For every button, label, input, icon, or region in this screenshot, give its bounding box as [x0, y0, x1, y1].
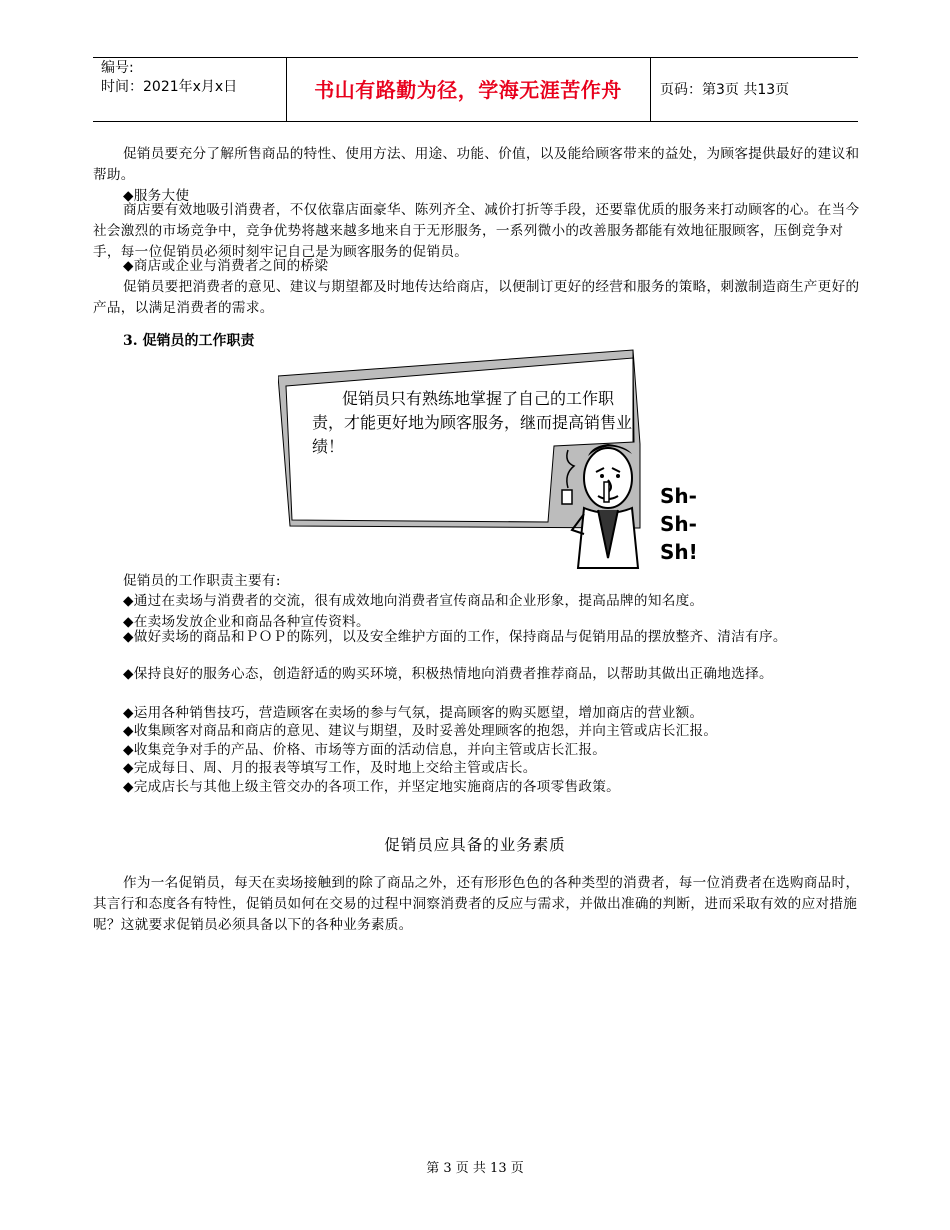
section-heading-duties: 3. 促销员的工作职责 — [123, 333, 255, 349]
list-item: ◆保持良好的服务心态，创造舒适的购买环境，积极热情地向消费者推荐商品，以帮助其做出正确地选择。 — [123, 666, 773, 682]
callout-text: 促销员只有熟练地掌握了自己的工作职责，才能更好地为顾客服务，继而提高销售业绩！ — [312, 389, 633, 456]
list-item: ◆收集顾客对商品和商店的意见、建议与期望，及时妥善处理顾客的抱怨，并向主管或店长汇报。 — [123, 723, 718, 739]
header-bottom-rule — [93, 121, 858, 122]
bullet-service-ambassador: ◆服务大使 — [123, 188, 190, 204]
list-item: ◆通过在卖场与消费者的交流，很有成效地向消费者宣传商品和企业形象，提高品牌的知名度。 — [123, 593, 704, 609]
list-item: ◆在卖场发放企业和商品各种宣传资料。 — [123, 614, 370, 630]
paragraph-service: 商店要有效地吸引消费者，不仅依靠店面豪华、陈列齐全、减价打折等手段，还要靠优质的服务来打动顾客的心。在当今社会激烈的市场竞争中，竞争优势将越来越多地来自于无形服务，一系列微小的改善服务都能有效地征服顾客，压倒竞争对手，每一位促销员必须时刻牢记自己是为顾客服务的促销员。 — [93, 202, 860, 260]
header-page-label: 页码：第3页 共13页 — [660, 82, 790, 98]
section-title-qualities: 促销员应具备的业务素质 — [384, 836, 566, 854]
footer-page-number: 第 3 页 共 13 页 — [426, 1161, 524, 1176]
header-motto: 书山有路勤为径，学海无涯苦作舟 — [314, 78, 622, 102]
header-time-label: 时间：2021年x月x日 — [101, 79, 238, 95]
list-item: ◆完成每日、周、月的报表等填写工作，及时地上交给主管或店长。 — [123, 760, 537, 776]
list-item: ◆收集竞争对手的产品、价格、市场等方面的活动信息，并向主管或店长汇报。 — [123, 742, 607, 758]
list-item: ◆完成店长与其他上级主管交办的各项工作，并坚定地实施商店的各项零售政策。 — [123, 779, 621, 795]
cartoon-caption: Sh-Sh-Sh! — [660, 484, 698, 564]
header-number-label: 编号: — [101, 60, 134, 76]
paragraph-product-knowledge: 促销员要充分了解所售商品的特性、使用方法、用途、功能、价值，以及能给顾客带来的益处，为顾客提供最好的建议和帮助。 — [93, 146, 860, 183]
list-item: ◆做好卖场的商品和ＰＯＰ的陈列，以及安全维护方面的工作，保持商品与促销用品的摆放整齐、清洁有序。 — [123, 629, 787, 645]
callout-illustration — [278, 346, 658, 576]
header-top-rule — [93, 57, 858, 58]
header-divider-right — [650, 58, 651, 121]
duties-intro: 促销员的工作职责主要有: — [123, 573, 281, 589]
bullet-bridge: ◆商店或企业与消费者之间的桥梁 — [123, 258, 329, 274]
paragraph-bridge: 促销员要把消费者的意见、建议与期望都及时地传达给商店，以便制订更好的经营和服务的策略，刺激制造商生产更好的产品，以满足消费者的需求。 — [93, 279, 860, 316]
paragraph-qualities-intro: 作为一名促销员，每天在卖场接触到的除了商品之外，还有形形色色的各种类型的消费者，每一位消费者在选购商品时，其言行和态度各有特性，促销员如何在交易的过程中洞察消费者的反应与需求，并做出准确的判断，进而采取有效的应对措施呢？这就要求促销员必须具备以下的各种业务素质。 — [93, 875, 860, 933]
list-item: ◆运用各种销售技巧，营造顾客在卖场的参与气氛，提高顾客的购买愿望，增加商店的营业额。 — [123, 705, 704, 721]
